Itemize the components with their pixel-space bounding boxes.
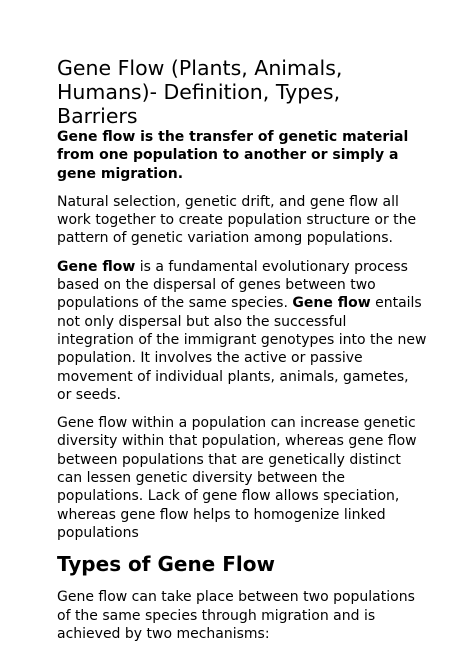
section-heading: Types of Gene Flow: [57, 552, 275, 577]
document-title: Gene Flow (Plants, Animals, Humans)- Definition, Types, Barriers: [57, 56, 343, 128]
bold-term: Gene flow: [57, 258, 136, 275]
paragraph-4: Gene flow can take place between two populations of the same species through migration and is achieved by two mechanisms:: [57, 589, 415, 642]
lead-paragraph: Gene flow is the transfer of genetic material from one population to another or simply a gene migration.: [57, 129, 409, 182]
paragraph-3: Gene flow within a population can increase genetic diversity within that population, whereas gene flow between populations that are genetically distinct can lessen genetic diversity between the populations. Lack of gene flow allows speciation, whereas gene flow helps to homogenize linked populations: [57, 415, 417, 541]
document-page: [57, 56, 427, 653]
paragraph-1: Natural selection, genetic drift, and gene flow all work together to create population structure or the pattern of genetic variation among populations.: [57, 193, 417, 247]
paragraph-text: is a fundamental evolutionary process based on the dispersal of genes between two populations of the same species.: [57, 258, 408, 312]
bold-term: Gene flow: [292, 295, 371, 312]
paragraph-text: entails not only dispersal but also the successful integration of the immigrant genotypes into the new population. It involves the active or passive movement of individual plants, animals, gametes, or seeds.: [57, 295, 427, 403]
paragraph-2: [57, 258, 427, 404]
